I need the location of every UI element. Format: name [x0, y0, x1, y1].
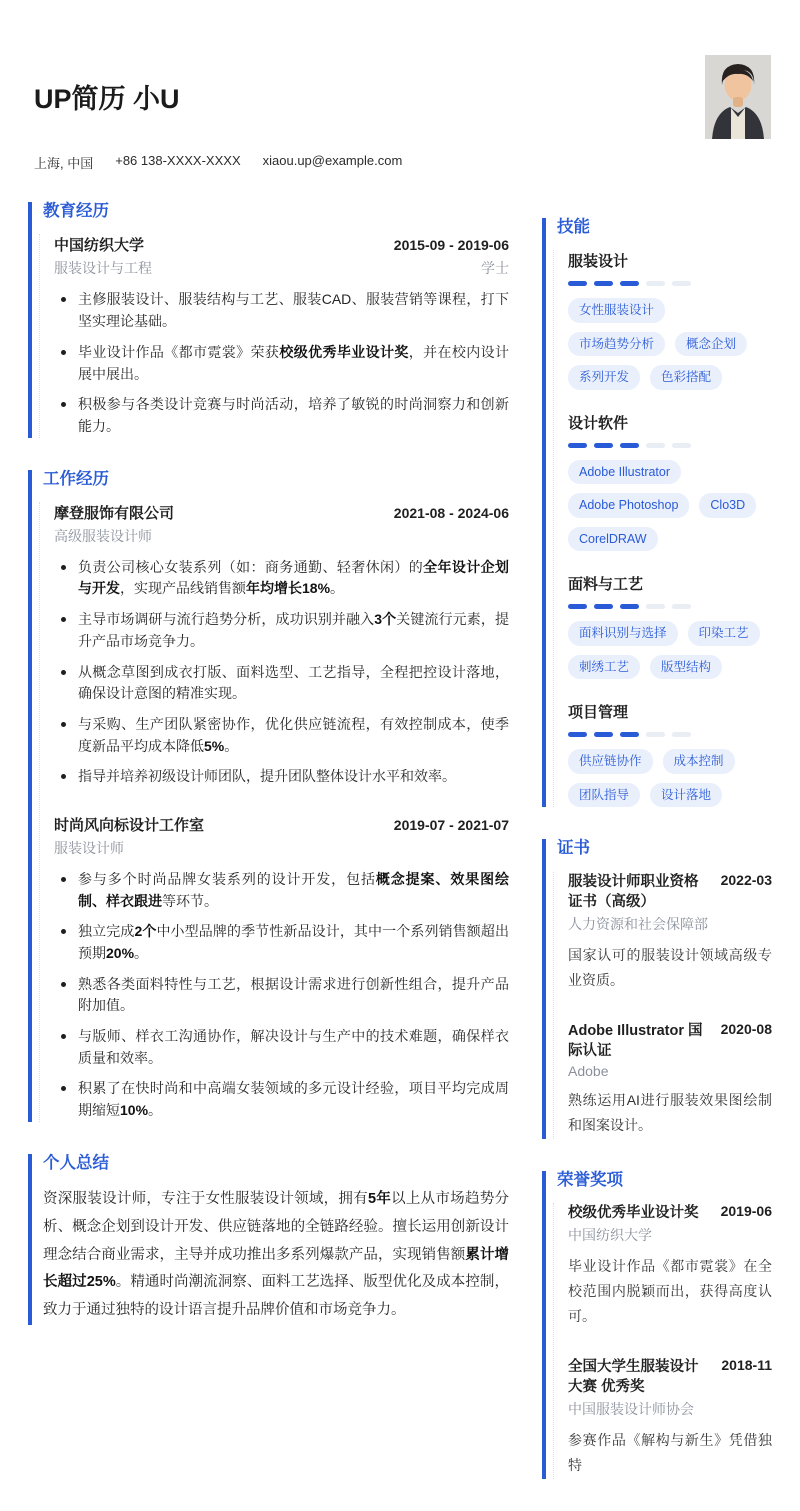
highlighted-text: 2个 — [134, 923, 157, 940]
level-dash-empty — [646, 732, 665, 737]
entry-dates: 2015-09 - 2019-06 — [393, 237, 509, 254]
company-name: 摩登服饰有限公司 — [54, 504, 175, 522]
highlighted-text: 校级优秀毕业设计奖 — [279, 343, 409, 360]
skill-level-indicator — [568, 604, 772, 609]
certificate-issuer: 人力资源和社会保障部 — [568, 916, 708, 933]
certificate-entry — [568, 1021, 772, 1139]
skill-groups — [553, 250, 772, 807]
text: 与版师、样衣工沟通协作，解决设计与生产中的技术难题，确保样衣质量和效率。 — [78, 1028, 509, 1066]
certificate-entry — [568, 872, 772, 994]
bullet-item — [54, 557, 509, 600]
honor-date: 2018-11 — [721, 1356, 772, 1373]
level-dash-filled — [620, 281, 639, 286]
content-columns — [0, 202, 800, 1510]
skill-tag: 市场趋势分析 — [568, 332, 665, 357]
candidate-name: UP简历 小U — [34, 84, 180, 114]
major-name: 服装设计与工程 — [54, 260, 152, 277]
bullet-item — [54, 714, 509, 757]
skill-group-name: 项目管理 — [568, 704, 629, 722]
entry-subtitle — [54, 838, 509, 858]
level-dash-filled — [568, 281, 587, 286]
section-honors — [542, 1171, 772, 1479]
skill-level-indicator — [568, 443, 772, 448]
honor-name: 全国大学生服装设计大赛 优秀奖 — [568, 1358, 699, 1395]
honor-entries — [553, 1203, 772, 1479]
text: 等环节。 — [162, 892, 218, 909]
contact-row — [34, 153, 772, 172]
skill-tag: 系列开发 — [568, 365, 640, 390]
main-column — [28, 202, 509, 1510]
section-summary — [28, 1154, 509, 1325]
bullet-item — [54, 1078, 509, 1121]
level-dash-filled — [568, 732, 587, 737]
honor-name: 校级优秀毕业设计奖 — [568, 1204, 699, 1221]
bullet-item — [54, 869, 509, 912]
highlighted-text: 3个 — [374, 611, 397, 628]
education-entry — [54, 234, 509, 437]
bullet-item — [54, 609, 509, 652]
entry-dates: 2019-07 - 2021-07 — [393, 816, 509, 833]
company-name: 时尚风向标设计工作室 — [54, 816, 205, 834]
summary-paragraph — [43, 1186, 509, 1325]
skill-tag: Clo3D — [699, 493, 756, 518]
skill-tag-list — [568, 749, 772, 807]
profile-photo-illustration — [705, 55, 771, 139]
skill-tag: 印染工艺 — [688, 621, 760, 646]
school-name: 中国纺织大学 — [54, 237, 145, 255]
level-dash-filled — [568, 443, 587, 448]
level-dash-filled — [620, 443, 639, 448]
level-dash-empty — [672, 604, 691, 609]
section-work — [28, 470, 509, 1122]
text: 中小型品牌的季节性新品设计，其中一个系列销售额超出预期 — [78, 923, 509, 961]
section-title-summary: 个人总结 — [43, 1153, 109, 1172]
skill-tag: CorelDRAW — [568, 527, 658, 552]
skill-tag: 团队指导 — [568, 783, 640, 808]
level-dash-filled — [594, 732, 613, 737]
certificate-entries — [553, 872, 772, 1139]
bullet-item — [54, 974, 509, 1017]
certificate-header — [568, 1021, 772, 1062]
entry-subtitle — [54, 526, 509, 546]
honor-issuer: 中国纺织大学 — [568, 1227, 652, 1243]
job-title: 服装设计师 — [54, 839, 124, 856]
skill-group-name: 设计软件 — [568, 414, 629, 432]
skill-tag: 设计落地 — [650, 783, 722, 808]
level-dash-filled — [594, 443, 613, 448]
level-dash-empty — [646, 443, 665, 448]
level-dash-empty — [672, 732, 691, 737]
honor-issuer: 中国服装设计师协会 — [568, 1401, 694, 1418]
section-certificates — [542, 839, 772, 1138]
honor-header — [568, 1203, 772, 1223]
level-dash-filled — [568, 604, 587, 609]
entry-header — [54, 814, 509, 835]
text: 指导并培养初级设计师团队，提升团队整体设计水平和效率。 — [78, 768, 456, 785]
skill-tag: 女性服装设计 — [568, 298, 665, 323]
level-dash-filled — [620, 732, 639, 737]
skill-tag: Adobe Illustrator — [568, 460, 681, 485]
text: 。 — [148, 1102, 163, 1119]
highlighted-text: 年均增长18% — [246, 580, 331, 597]
honor-description: 毕业设计作品《都市霓裳》在全校范围内脱颖而出，获得高度认可。 — [568, 1258, 772, 1325]
highlighted-text: 20% — [106, 945, 135, 961]
section-title-honors: 荣誉奖项 — [557, 1170, 623, 1189]
honor-description: 参赛作品《解构与新生》凭借独特 — [568, 1432, 772, 1474]
skill-tag: 成本控制 — [663, 749, 735, 774]
text: 独立完成 — [78, 923, 135, 940]
text: 资深服装设计师，专注于女性服装设计领域，拥有 — [43, 1190, 368, 1207]
text: 。 — [224, 737, 239, 754]
certificate-description: 熟练运用AI进行服装效果图绘制和图案设计。 — [568, 1092, 772, 1134]
bullet-item — [54, 1026, 509, 1069]
entry-dates: 2021-08 - 2024-06 — [393, 504, 509, 521]
skill-level-indicator — [568, 732, 772, 737]
honor-entry — [568, 1203, 772, 1330]
level-dash-filled — [594, 281, 613, 286]
certificate-date: 2020-08 — [720, 1020, 772, 1037]
text: 。精通时尚潮流洞察、面料工艺选择、版型优化及成本控制，致力于通过独特的设计语言提升品牌价值和市场竞争力。 — [43, 1274, 509, 1319]
level-dash-filled — [594, 604, 613, 609]
honor-entry — [568, 1357, 772, 1479]
certificate-header — [568, 872, 772, 913]
level-dash-filled — [620, 604, 639, 609]
bullet-item — [54, 289, 509, 332]
skill-tag: Adobe Photoshop — [568, 493, 689, 518]
skill-tag-list — [568, 621, 772, 679]
skill-tag-list — [568, 298, 772, 390]
level-dash-empty — [672, 443, 691, 448]
bullet-list — [54, 869, 509, 1122]
skill-tag: 概念企划 — [675, 332, 747, 357]
skill-tag: 色彩搭配 — [650, 365, 722, 390]
section-education — [28, 202, 509, 437]
level-dash-empty — [646, 281, 665, 286]
skill-tag: 版型结构 — [650, 655, 722, 680]
highlighted-text: 5年 — [367, 1190, 392, 1207]
highlighted-text: 全年设计企划与开发 — [78, 558, 510, 597]
highlighted-text: 累计增长超过25% — [43, 1246, 510, 1291]
bullet-item — [54, 766, 509, 788]
degree-name: 学士 — [481, 260, 509, 277]
text: 参与多个时尚品牌女装系列的设计开发，包括 — [78, 870, 376, 887]
skill-group — [568, 701, 772, 807]
section-title-certificates: 证书 — [557, 839, 590, 858]
skill-group — [568, 412, 772, 552]
entry-header — [54, 502, 509, 523]
bullet-list — [54, 557, 509, 788]
bullet-item — [54, 921, 509, 964]
text: 关键流行元素，提升产品市场竞争力。 — [78, 611, 509, 649]
text: 。 — [134, 945, 149, 961]
text: 从概念草图到成衣打版、面料选型、工艺指导，全程把控设计落地，确保设计意图的精准实现。 — [78, 663, 509, 702]
skill-group-name: 服装设计 — [568, 253, 629, 271]
skill-tag-list — [568, 460, 772, 552]
section-title-education: 教育经历 — [43, 202, 109, 221]
highlighted-text: 概念提案、效果图绘制、样衣跟进 — [78, 870, 510, 909]
skill-group-name: 面料与工艺 — [568, 576, 644, 594]
certificate-name: 服装设计师职业资格证书（高级） — [568, 873, 699, 910]
text: 积极参与各类设计竞赛与时尚活动，培养了敏锐的时尚洞察力和创新能力。 — [78, 396, 509, 434]
job-title: 高级服装设计师 — [54, 527, 152, 544]
text: ，实现产品线销售额 — [120, 580, 246, 597]
level-dash-empty — [646, 604, 665, 609]
contact-email: xiaou.up@example.com — [262, 153, 403, 169]
text: 。 — [330, 580, 345, 597]
text: 与采购、生产团队紧密协作，优化供应链流程，有效控制成本，使季度新品平均成本降低 — [78, 715, 509, 754]
work-entry — [54, 814, 509, 1122]
certificate-date: 2022-03 — [720, 871, 772, 888]
section-skills — [542, 218, 772, 807]
honor-date: 2019-06 — [720, 1202, 772, 1219]
certificate-name: Adobe Illustrator 国际认证 — [568, 1022, 703, 1059]
text: 主导市场调研与流行趋势分析，成功识别并融入 — [78, 611, 375, 628]
text: 负责公司核心女装系列（如：商务通勤、轻奢休闲）的 — [78, 558, 424, 575]
bullet-item — [54, 394, 509, 437]
highlighted-text: 10% — [120, 1102, 149, 1119]
work-entries — [39, 502, 509, 1122]
bullet-list — [54, 289, 509, 437]
entry-subtitle — [54, 258, 509, 278]
contact-phone: +86 138-XXXX-XXXX — [115, 153, 241, 169]
work-entry — [54, 502, 509, 788]
text: 毕业设计作品《都市霓裳》荣获 — [78, 343, 280, 360]
education-entries — [39, 234, 509, 437]
text: 主修服装设计、服装结构与工艺、服装CAD、服装营销等课程，打下坚实理论基础。 — [78, 291, 509, 330]
highlighted-text: 5% — [204, 737, 225, 754]
bullet-item — [54, 342, 509, 385]
profile-photo — [705, 55, 771, 139]
bullet-item — [54, 662, 509, 705]
skill-group — [568, 250, 772, 390]
section-title-work: 工作经历 — [43, 469, 109, 488]
text: 以上从市场趋势分析、概念企划到设计开发、供应链落地的全链路经验。擅长运用创新设计理念结合商业需求，主导并成功推出多系列爆款产品，实现销售额 — [43, 1190, 509, 1263]
skill-tag: 刺绣工艺 — [568, 655, 640, 680]
section-title-skills: 技能 — [557, 218, 590, 237]
text: ，并在校内设计展中展出。 — [78, 343, 510, 382]
skill-level-indicator — [568, 281, 772, 286]
contact-location: 上海, 中国 — [34, 156, 94, 172]
skill-tag: 面料识别与选择 — [568, 621, 678, 646]
level-dash-empty — [672, 281, 691, 286]
text: 熟悉各类面料特性与工艺，根据设计需求进行创新性组合，提升产品附加值。 — [78, 975, 509, 1014]
text: 积累了在快时尚和中高端女装领域的多元设计经验，项目平均完成周期缩短 — [78, 1080, 509, 1119]
honor-header — [568, 1357, 772, 1398]
certificate-issuer: Adobe — [568, 1063, 609, 1080]
header — [0, 0, 800, 172]
entry-header — [54, 234, 509, 255]
skill-tag: 供应链协作 — [568, 749, 653, 774]
skill-group — [568, 573, 772, 679]
sidebar — [542, 202, 772, 1510]
certificate-description: 国家认可的服装设计领域高级专业资质。 — [568, 947, 772, 989]
